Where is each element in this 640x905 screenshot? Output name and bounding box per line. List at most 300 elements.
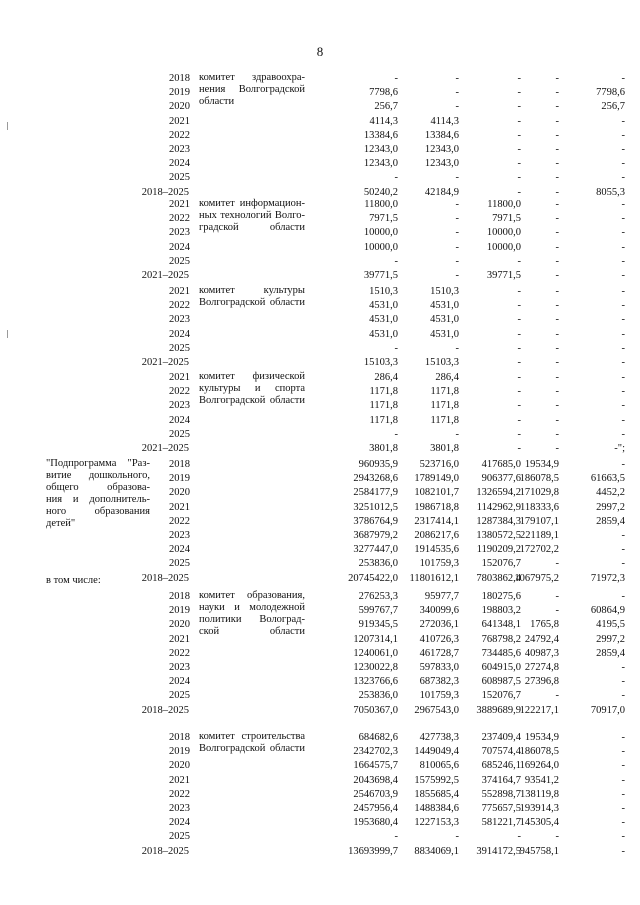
value-regional: - [517,286,521,297]
value-total: 4531,0 [369,328,398,340]
value-total: 4114,3 [369,115,398,127]
year-cell: 2025 [169,428,190,440]
year-row [0,241,640,254]
value-total: 3251012,5 [353,501,398,513]
value-local: - [555,158,559,170]
value-other: - [621,746,625,758]
value-federal: - [455,831,459,843]
value-other: - [621,241,625,253]
value-other: - [621,129,625,141]
value-federal: 42184,9 [424,186,459,198]
year-cell: 2018–2025 [141,704,189,716]
year-row [0,86,640,99]
value-local: 27274,8 [524,662,559,673]
value-federal: 1789149,0 [414,473,459,485]
total-row [0,269,640,282]
year-cell: 2021–2025 [141,357,189,368]
value-regional: 608987,5 [481,676,521,688]
value-federal: 1449049,4 [414,746,459,758]
value-regional: - [517,87,521,99]
value-total: 1664575,7 [353,760,398,772]
year-row [0,788,640,801]
value-federal: 286,4 [435,372,459,383]
total-row [0,704,640,717]
value-total: - [394,831,398,843]
year-row [0,414,640,427]
year-cell: 2021–2025 [141,270,189,281]
value-other: 4452,2 [596,487,625,499]
year-row [0,501,640,514]
value-local: - [555,314,559,326]
value-other: 256,7 [601,101,625,113]
value-local: - [555,227,559,239]
year-cell: 2020 [169,619,190,631]
value-total: 39771,5 [363,270,398,281]
value-federal: 461728,7 [419,647,459,659]
year-row [0,129,640,142]
subprogram-title-line: "Подпрограмма "Раз- [46,458,150,469]
value-total: 13693999,7 [348,845,398,857]
year-cell: 2025 [169,831,190,843]
value-other: - [621,286,625,297]
value-local: - [555,831,559,843]
value-local: - [555,115,559,127]
year-row [0,226,640,239]
year-cell: 2021 [169,199,190,210]
value-local: 171029,8 [519,487,559,499]
year-row [0,472,640,485]
value-local: - [555,400,559,412]
value-local: - [555,386,559,398]
value-total: 15103,3 [363,357,398,368]
value-local: 27396,8 [524,676,559,688]
year-cell: 2020 [169,487,190,499]
year-row [0,774,640,787]
value-other: 70917,0 [590,704,625,716]
value-regional: 906377,6 [481,473,521,485]
value-federal: - [455,270,459,281]
year-row [0,745,640,758]
year-cell: 2024 [169,414,190,426]
year-cell: 2021 [169,633,190,645]
year-row [0,171,640,184]
year-cell: 2022 [169,515,190,527]
value-other: 8055,3 [596,186,625,198]
value-federal: - [455,87,459,99]
value-regional: 10000,0 [486,241,521,253]
value-regional: - [517,115,521,127]
value-federal: 272036,1 [419,619,459,631]
value-federal: 11801612,1 [409,572,459,584]
value-regional: 641348,1 [481,619,521,631]
value-regional: - [517,129,521,141]
year-cell: 2020 [169,760,190,772]
value-regional: - [517,158,521,170]
value-regional: - [517,372,521,383]
value-other: - [621,199,625,210]
value-regional: 1326594,2 [476,487,521,499]
year-cell: 2018 [169,591,190,602]
value-total: 50240,2 [363,186,398,198]
year-cell: 2023 [169,227,190,239]
value-local: 1067975,2 [514,572,559,584]
value-federal: 8834069,1 [414,845,459,857]
value-regional: 3914172,5 [476,845,521,857]
value-regional: 1190209,2 [476,544,521,556]
value-total: 1953680,4 [353,817,398,829]
year-cell: 2022 [169,129,190,141]
value-total: 3786764,9 [353,515,398,527]
value-other: 2859,4 [596,647,625,659]
value-federal: 12343,0 [424,144,459,155]
year-row [0,342,640,355]
year-row [0,371,640,384]
value-regional: 552898,7 [481,788,521,800]
year-row [0,255,640,268]
value-federal: 4531,0 [430,300,459,312]
value-local: - [555,144,559,155]
year-cell: 2023 [169,400,190,412]
year-cell: 2023 [169,662,190,673]
value-other: - [621,530,625,541]
value-local: 221189,1 [520,530,559,541]
value-local: 118333,6 [520,501,559,513]
year-cell: 2018–2025 [141,186,189,198]
value-local: 186078,5 [519,473,559,485]
total-row [0,186,640,199]
value-total: 3277447,0 [353,544,398,556]
year-cell: 2024 [169,158,190,170]
year-cell: 2025 [169,342,190,354]
year-row [0,830,640,843]
value-regional: 707574,4 [481,746,521,758]
year-row [0,604,640,617]
year-row [0,143,640,156]
total-row [0,845,640,858]
value-other: - [621,227,625,239]
year-cell: 2023 [169,803,190,814]
value-other: - [621,73,625,84]
value-federal: 2086217,6 [414,530,459,541]
year-cell: 2025 [169,172,190,184]
year-cell: 2018–2025 [141,845,189,857]
responsible-executor-line: комитет образования, [199,590,305,601]
value-local: - [555,87,559,99]
value-other: 2997,2 [596,501,625,513]
year-cell: 2025 [169,558,190,570]
year-cell: 2022 [169,213,190,225]
value-total: 3687979,2 [353,530,398,541]
year-cell: 2024 [169,676,190,688]
value-federal: - [455,199,459,210]
value-total: 2342702,3 [353,746,398,758]
value-local: - [555,558,559,570]
value-regional: - [517,386,521,398]
value-local: - [555,199,559,210]
value-total: 2546703,9 [353,788,398,800]
year-cell: 2018 [169,459,190,470]
value-total: 253836,0 [358,690,398,702]
year-row [0,486,640,499]
value-federal: - [455,227,459,239]
value-other: - [621,803,625,814]
value-other: 2997,2 [596,633,625,645]
value-other: - [621,144,625,155]
value-other: - [621,817,625,829]
responsible-executor-line: области [199,96,235,107]
value-local: - [555,342,559,354]
year-row [0,299,640,312]
value-other: - [621,357,625,368]
year-row [0,285,640,298]
value-other: - [621,558,625,570]
value-total: 11800,0 [364,199,398,210]
total-row [0,572,640,585]
value-total: 7050367,0 [353,704,398,716]
year-row [0,399,640,412]
subprogram-title-line: общего образова- [46,482,150,493]
year-row [0,157,640,170]
value-regional: 581221,7 [481,817,521,829]
value-total: 1171,8 [369,400,398,412]
year-cell: 2021 [169,286,190,297]
value-total: - [394,172,398,184]
value-regional: - [517,144,521,155]
value-other: 7798,6 [596,87,625,99]
value-total: 3801,8 [369,443,398,454]
value-other: - [621,845,625,857]
year-row [0,515,640,528]
value-federal: 1171,8 [430,386,459,398]
year-cell: 2024 [169,241,190,253]
value-total: 1207314,1 [353,633,398,645]
value-local: - [555,690,559,702]
value-regional: 1287384,3 [476,515,521,527]
value-regional: 417685,0 [481,459,521,470]
value-local: - [555,270,559,281]
year-row [0,458,640,471]
year-cell: 2020 [169,101,190,113]
value-other: - [621,300,625,312]
value-total: 253836,0 [358,558,398,570]
year-cell: 2022 [169,300,190,312]
value-local: - [555,605,559,617]
year-cell: 2018–2025 [141,572,189,584]
value-regional: 152076,7 [481,690,521,702]
value-local: - [555,372,559,383]
value-other: 71972,3 [590,572,625,584]
value-federal: 1575992,5 [414,774,459,786]
value-regional: 3889689,9 [476,704,521,716]
responsible-executor-line: комитет культуры [199,285,305,296]
year-row [0,759,640,772]
value-local: 40987,3 [524,647,559,659]
value-local: 172702,2 [519,544,559,556]
value-federal: 2317414,1 [414,515,459,527]
responsible-executor-line: ской области [199,626,305,637]
value-other: - [621,255,625,267]
year-row [0,100,640,113]
value-federal: 427738,3 [419,732,459,743]
value-other: - [621,459,625,470]
value-regional: - [517,255,521,267]
value-total: 12343,0 [363,158,398,170]
value-regional: - [517,443,521,454]
value-local: - [555,186,559,198]
value-federal: 95977,7 [424,591,459,602]
value-total: 1240061,0 [353,647,398,659]
value-total: 20745422,0 [348,572,398,584]
value-other: - [621,676,625,688]
value-total: 286,4 [374,372,398,383]
year-cell: 2018 [169,732,190,743]
value-total: 1323766,6 [353,676,398,688]
value-other: - [621,328,625,340]
value-regional: 237409,4 [481,732,521,743]
value-federal: - [455,255,459,267]
value-other: - [621,544,625,556]
value-federal: 523716,0 [419,459,459,470]
value-other: 4195,5 [596,619,625,631]
year-row [0,661,640,674]
value-federal: 12343,0 [424,158,459,170]
value-regional: - [517,172,521,184]
value-federal: 1914535,6 [414,544,459,556]
responsible-executor-line: культуры и спорта [199,383,305,394]
value-regional: 1380572,5 [476,530,521,541]
value-total: 1171,8 [369,386,398,398]
value-total: - [394,342,398,354]
year-cell: 2025 [169,255,190,267]
value-local: 19534,9 [524,459,559,470]
value-total: 2457956,4 [353,803,398,814]
value-total: 1171,8 [369,414,398,426]
year-row [0,543,640,556]
year-cell: 2024 [169,817,190,829]
responsible-executor-line: нения Волгоградской [199,84,305,95]
value-federal: 2967543,0 [414,704,459,716]
value-regional: - [517,73,521,84]
value-local: 1765,8 [530,619,559,631]
value-regional: 685246,1 [481,760,521,772]
value-total: 2943268,6 [353,473,398,485]
value-total: 4531,0 [369,314,398,326]
value-regional: 734485,6 [481,647,521,659]
year-row [0,72,640,85]
page-number: 8 [316,44,324,59]
responsible-executor-line: политики Волоград- [199,614,305,625]
value-other: - [621,690,625,702]
value-local: - [555,328,559,340]
year-cell: 2019 [169,605,190,617]
year-cell: 2019 [169,746,190,758]
value-total: - [394,428,398,440]
value-total: 1510,3 [369,286,398,297]
year-row [0,428,640,441]
value-regional: - [517,357,521,368]
responsible-executor-line: комитет здравоохра- [199,72,305,83]
year-cell: 2021 [169,372,190,383]
value-other: - [621,115,625,127]
value-regional: 7971,5 [492,213,521,225]
value-local: 122217,1 [519,704,559,716]
value-federal: 340099,6 [419,605,459,617]
value-regional: 604915,0 [481,662,521,673]
value-other: - [621,213,625,225]
value-regional: - [517,101,521,113]
value-local: - [555,428,559,440]
value-total: - [394,255,398,267]
value-federal: - [455,428,459,440]
year-row [0,689,640,702]
year-row [0,557,640,570]
total-row [0,442,640,455]
year-row [0,731,640,744]
value-total: 7971,5 [369,213,398,225]
value-local: - [555,357,559,368]
subprogram-title-line: детей" [46,518,76,529]
responsible-executor-line: Волгоградской области [199,395,305,406]
including-note: в том числе: [46,575,101,586]
year-cell: 2019 [169,87,190,99]
value-other: - [621,732,625,743]
year-row [0,328,640,341]
subprogram-title-line: ния и дополнитель- [46,494,150,505]
value-local: 93541,2 [524,774,559,786]
year-cell: 2021 [169,501,190,513]
value-total: 960935,9 [358,459,398,470]
value-local: - [555,73,559,84]
value-other: - [621,158,625,170]
year-cell: 2024 [169,328,190,340]
value-federal: - [455,241,459,253]
value-local: - [555,591,559,602]
value-other: - [621,591,625,602]
value-federal: 3801,8 [430,443,459,454]
value-federal: - [455,101,459,113]
value-other: 2859,4 [596,515,625,527]
value-regional: - [517,314,521,326]
responsible-executor-line: комитет физической [199,371,305,382]
value-federal: 4531,0 [430,328,459,340]
value-regional: - [517,831,521,843]
value-regional: 39771,5 [486,270,521,281]
value-other: - [621,831,625,843]
year-cell: 2023 [169,314,190,326]
year-row [0,212,640,225]
value-federal: 410726,3 [419,633,459,645]
year-row [0,198,640,211]
value-federal: 15103,3 [424,357,459,368]
value-total: 13384,6 [363,129,398,141]
year-cell: 2022 [169,386,190,398]
responsible-executor-line: ных технологий Волго- [199,210,305,221]
subprogram-title-line: витие дошкольного, [46,470,150,481]
value-local: - [555,286,559,297]
value-federal: - [455,213,459,225]
value-total: 2043698,4 [353,774,398,786]
responsible-executor-line: комитет информацион- [199,198,305,209]
value-other: - [621,774,625,786]
value-total: 10000,0 [363,227,398,239]
value-federal: 597833,0 [419,662,459,673]
value-other: - [621,172,625,184]
value-local: 945758,1 [519,845,559,857]
value-total: 12343,0 [363,144,398,155]
year-row [0,529,640,542]
value-other: - [621,400,625,412]
year-cell: 2023 [169,144,190,155]
